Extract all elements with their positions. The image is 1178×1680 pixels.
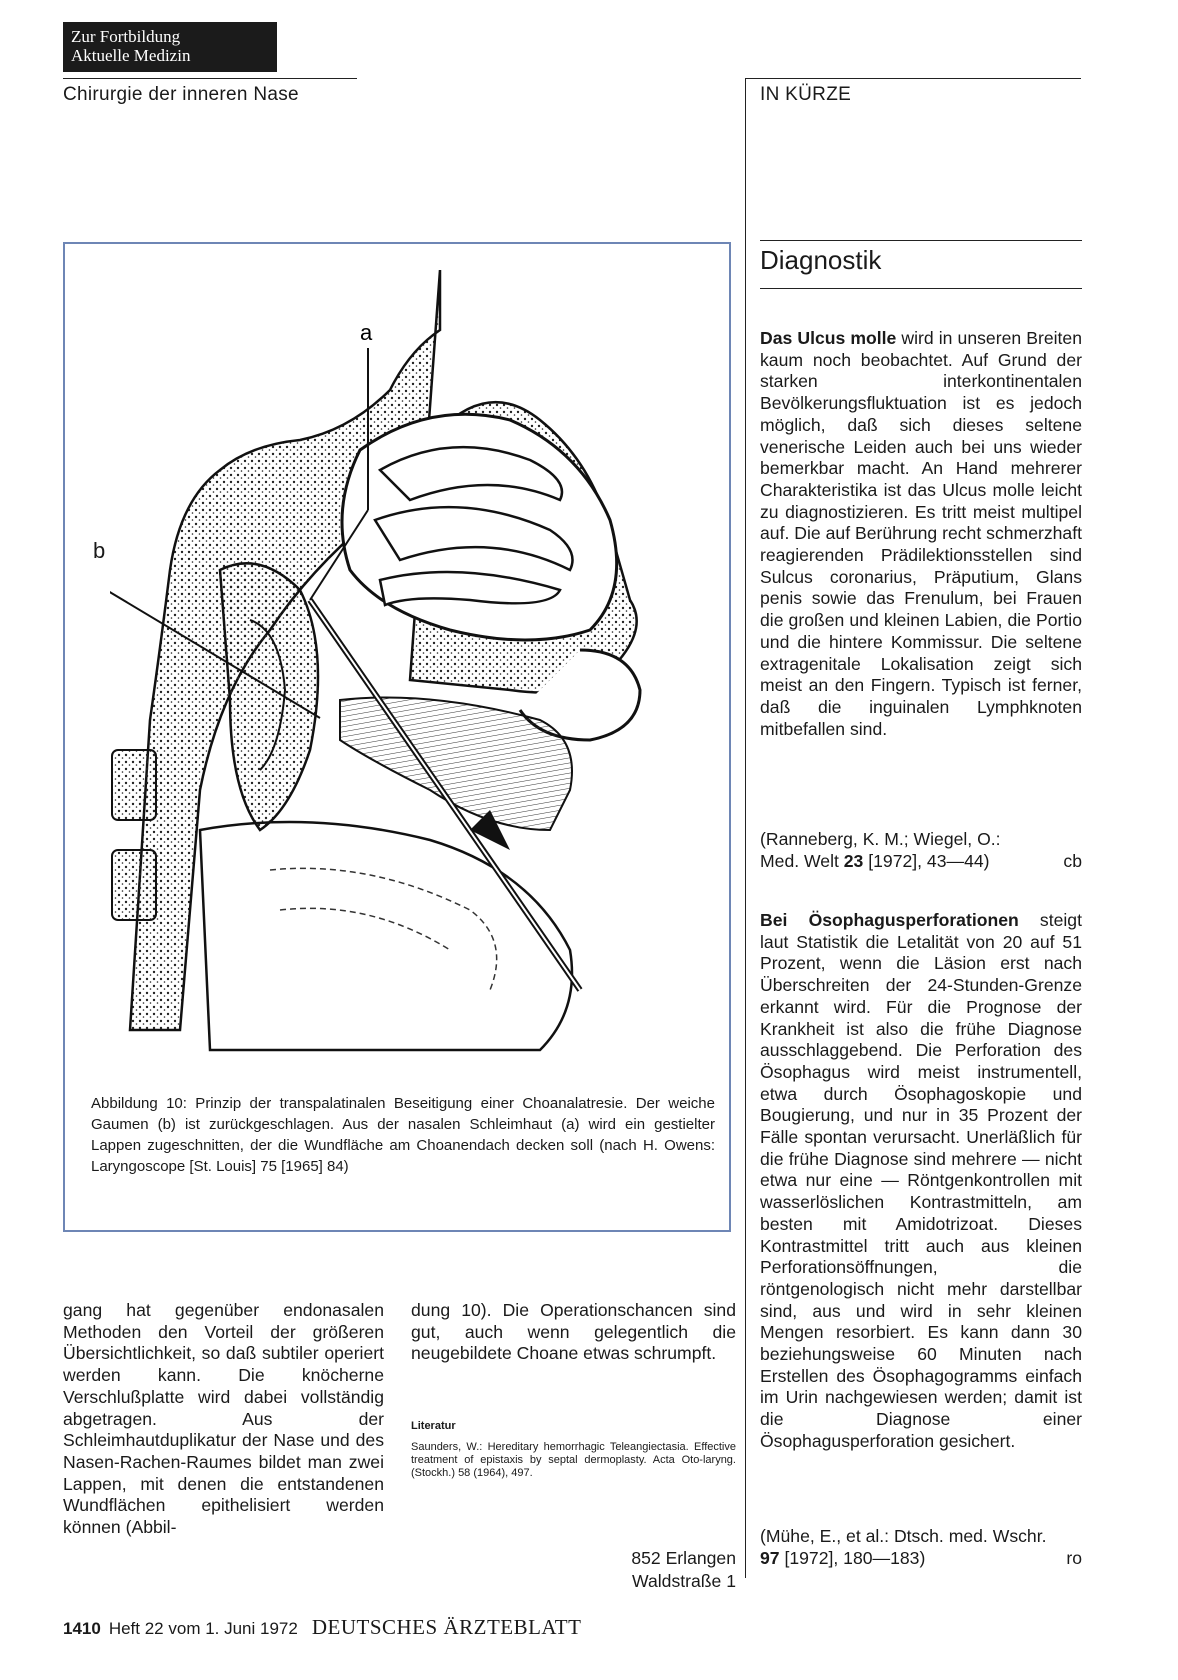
- issue-info: Heft 22 vom 1. Juni 1972: [108, 1619, 298, 1638]
- header-rule-right: [745, 78, 1081, 79]
- article1-cite-pages: [1972], 43—44): [863, 851, 990, 871]
- article1-cite-volume: 23: [843, 851, 864, 871]
- article2-lead: Bei Ösophagusperforationen: [760, 910, 1019, 930]
- section-title-right: IN KÜRZE: [760, 84, 852, 105]
- section-tag: [63, 22, 277, 72]
- article1-body: wird in unseren Breiten kaum noch beobachtet. Auf Grund der starken interkontinentalen Bevölkerungsfluktuation ist es jedoch möglich, daß sich dieses seltene venerische Leiden auch bei uns wieder bemerkbar macht. An Hand mehrerer Charakteristika ist das Ulcus molle leicht zu diagnostizieren. Es tritt meist multipel auf. Die auf Berührung recht schmerzhaft reagierenden Prädilektionsstellen sind Sulcus coronarius, Präputium, Glans penis sowie das Frenulum, bei Frauen die großen und kleinen Labien, die Portio und die hintere Kommissur. Die seltene extragenitale Lokalisation zeigt sich meist an den Fingern. Typisch ist ferner, daß die inguinalen Lymphknoten mitbefallen sind.: [760, 328, 1082, 739]
- middle-column-text: dung 10). Die Operationschancen sind gut, auch wenn gelegentlich die neugebildete Choane etwas schrumpft.: [411, 1300, 736, 1364]
- article1-citation: [760, 828, 1082, 872]
- column-divider: [745, 78, 746, 1578]
- figure-label-a: a: [360, 320, 373, 345]
- article1-initials: cb: [1063, 851, 1082, 871]
- article-oesophagus: [760, 910, 1082, 1453]
- article2-cite-line1: (Mühe, E., et al.: Dtsch. med. Wschr.: [760, 1526, 1047, 1546]
- page-number: 1410: [63, 1619, 101, 1638]
- article1-lead: Das Ulcus molle: [760, 328, 897, 348]
- heading-rule-bottom: [760, 288, 1082, 289]
- article2-body: steigt laut Statistik die Letalität von 20 auf 51 Prozent, wenn die Läsion erst nach Überschreiten der 24-Stunden-Grenze erkannt wird. Für die Prognose der Krankheit ist also die frühe Diagnose ausschlaggebend. Die Perforation des Ösophagus wird meist instrumentell, etwa durch Ösophagoskopie und Bougierung, und nur in 35 Prozent der Fälle spontan verursacht. Unerläßlich für die frühe Diagnose sind mehrere — nicht etwa nur eine — Röntgenkontrollen mit wasserlöslichen Kontrastmitteln, am besten mit Amidotrizoat. Dieses Kontrastmittel tritt auch aus kleinen Perforationsöffnungen, die röntgenologisch nicht mehr darstellbar sind, aus und wird in sehr kleinen Mengen resorbiert. Es kann dann 30 beziehungsweise 60 Minuten nach Erstellen des Ösophagogramms einfach im Urin nachgewiesen werden; damit ist die Diagnose einer Ösophagusperforation gesichert.: [760, 910, 1082, 1451]
- header-rule-left: [63, 78, 357, 79]
- article2-citation: [760, 1525, 1082, 1569]
- address-line1: 852 Erlangen: [631, 1548, 736, 1568]
- literature-reference: Saunders, W.: Hereditary hemorrhagic Teleangiectasia. Effective treatment of epistaxis by septal dermoplasty. Acta Oto-laryng. (Stockh.) 58 (1964), 497.: [411, 1441, 736, 1479]
- section-heading: Diagnostik: [760, 245, 882, 275]
- literature-heading: Literatur: [411, 1420, 456, 1432]
- article1-cite-line1: (Ranneberg, K. M.; Wiegel, O.:: [760, 829, 1001, 849]
- article2-cite-pages: [1972], 180—183): [779, 1548, 926, 1568]
- section-tag-line2: Aktuelle Medizin: [71, 46, 191, 65]
- section-tag-line1: Zur Fortbildung: [71, 27, 181, 46]
- article-ulcus-molle: [760, 328, 1082, 740]
- figure-label-b: b: [93, 538, 106, 563]
- journal-name: DEUTSCHES ÄRZTEBLATT: [311, 1615, 582, 1639]
- figure-caption: Abbildung 10: Prinzip der transpalatinalen Beseitigung einer Choanalatresie. Der weiche Gaumen (b) ist zurückgeschlagen. Aus der nasalen Schleimhaut (a) wird ein gestielter Lappen zugeschnitten, der die Wundfläche am Choanendach decken soll (nach H. Owens: Laryngoscope [St. Louis] 75 [1965] 84): [91, 1095, 715, 1175]
- article1-cite-journal: Med. Welt: [760, 851, 844, 871]
- article2-cite-volume: 97: [760, 1548, 780, 1568]
- author-address: [411, 1547, 736, 1593]
- article2-initials: ro: [1066, 1548, 1082, 1568]
- address-line2: Waldstraße 1: [632, 1571, 736, 1591]
- page-footer: [63, 1615, 581, 1640]
- left-column-text: gang hat gegenüber endonasalen Methoden den Vorteil der größeren Übersichtlichkeit, so daß subtiler operiert werden kann. Die knöcherne Verschlußplatte wird dabei vollständig abgetragen. Aus der Schleimhautduplikatur der Nase und des Nasen-Rachen-Raumes bildet man zwei Lappen, mit denen die entstandenen Wundflächen epithelisiert werden können (Abbil-: [63, 1300, 384, 1538]
- anatomical-illustration: [110, 270, 690, 1070]
- section-title-left: Chirurgie der inneren Nase: [63, 84, 299, 105]
- heading-rule-top: [760, 240, 1082, 241]
